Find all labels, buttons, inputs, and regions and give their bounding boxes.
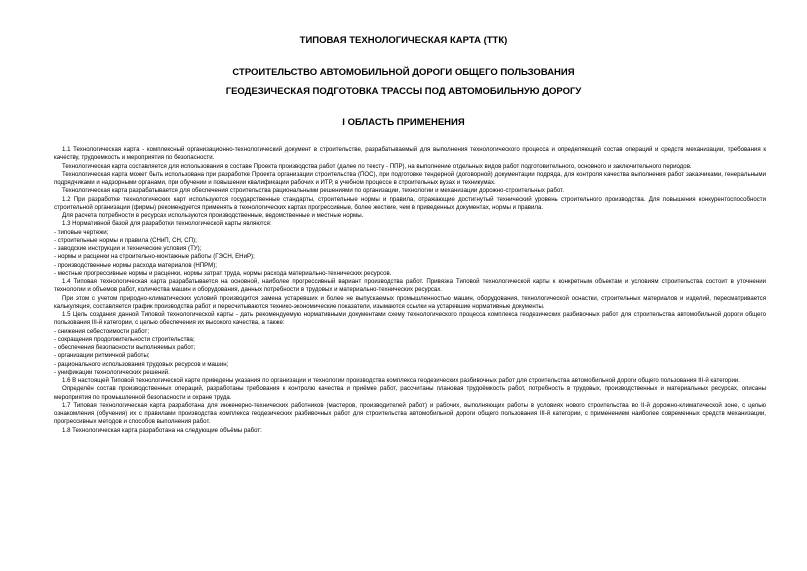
goals-list — [54, 328, 766, 378]
document-subtitle-road: СТРОИТЕЛЬСТВО АВТОМОБИЛЬНОЙ ДОРОГИ ОБЩЕГО ПОЛЬЗОВАНИЯ — [232, 67, 575, 78]
paragraph: 1.8 Технологическая карта разработана на следующие объёмы работ: — [62, 426, 262, 434]
paragraph: 1.3 Нормативной базой для разработки технологической карты являются: — [62, 220, 272, 228]
list-item: - снижения себестоимости работ; — [54, 327, 150, 335]
list-item: - строительные нормы и правила (СНиП, СН, СП); — [54, 236, 197, 244]
document-subtitle-geodesy: ГЕОДЕЗИЧЕСКАЯ ПОДГОТОВКА ТРАССЫ ПОД АВТОМОБИЛЬНУЮ ДОРОГУ — [225, 86, 582, 97]
paragraph: Технологическая карта разрабатывается для обеспечения строительства рациональными решениями по организации, технологии и механизации дорожно-строительных работ. — [62, 187, 564, 195]
list-item: - местные прогрессивные нормы и расценки, нормы затрат труда, нормы расхода материально-технических ресурсов. — [54, 269, 392, 277]
list-item: - рационального использования трудовых ресурсов и машин; — [54, 360, 229, 368]
document-body — [54, 146, 766, 435]
list-item: - организации ритмичной работы; — [54, 352, 150, 360]
list-item: - нормы и расценки на строительно-монтажные работы (ГЭСН, ЕНиР); — [54, 253, 255, 261]
paragraph: Определён состав производственных операций, разработаны требования к контролю качества и приёмке работ, рассчитаны плановая трудоёмкость работ, потребность в трудовых, производственных и материальных ресурсах, описаны мероприятия по промышленной безопасности и охране труда. — [54, 385, 766, 401]
list-item: - сокращения продолжительности строительства; — [54, 335, 195, 343]
paragraph: Технологическая карта составляется для использования в составе Проекта производства работ (далее по тексту - ППР), на выполнение отдельных видов работ подготовительного, основного и заключительного периодов. — [62, 162, 692, 170]
list-item: - обеспечения безопасности выполняемых работ; — [54, 344, 196, 351]
section-heading: I ОБЛАСТЬ ПРИМЕНЕНИЯ — [342, 117, 465, 128]
paragraph: 1.7 Типовая технологическая карта разработана для инженерно-технических работников (мастеров, производителей работ) и рабочих, выполняющих работы в условиях нового строительства во II-й дорожно-климатической зоне, с целью ознакомления (обучения) их с правилами производства комплекса геодезических разбивочных работ для строительства автомобильной дороги общего пользования III-й категории, с применением наиболее современных средств механизации, прогрессивных методов и способов выполнения работ. — [54, 401, 766, 426]
list-item: - заводские инструкции и технические условия (ТУ); — [54, 245, 202, 252]
paragraph: 1.2 При разработке технологических карт используются государственные стандарты, строительные нормы и правила, отражающие достигнутый технический уровень строительного производства. Для повышения конкурентоспособности строительной организации (фирмы) рекомендуется применять в технологических картах прогрессивные, более жесткие, чем в приведенных документах, нормы и правила. — [54, 195, 766, 211]
paragraph: При этом с учетом природно-климатических условий производится замена устаревших и более не выпускаемых промышленностью машин, оборудования, технологической оснастки, строительных материалов и изделий, пересматривается калькуляция, составляется график производства работ и пересчитываются технико-экономические показатели, изымаются ссылки на устаревшие нормативные документы. — [54, 294, 766, 310]
list-item: - производственные нормы расхода материалов (НПРМ); — [54, 261, 217, 269]
paragraph: 1.5 Цель создания данной Типовой технологической карты - дать рекомендуемую нормативными документами схему технологического процесса комплекса геодезических разбивочных работ для строительства автомобильной дороги общего пользования III-й категории, с целью обеспечения их высокого качества, а также: — [54, 311, 766, 327]
paragraph: Для расчета потребности в ресурсах используются производственные, ведомственные и местные нормы. — [62, 212, 364, 219]
list-item: - унификации технологических решений. — [54, 368, 170, 376]
paragraph: 1.1 Технологическая карта - комплексный организационно-технологический документ в строительстве, разрабатываемый для выполнения технологического процесса и определяющий состав операций и средств механизации, требования к качеству, трудоемкость и мероприятия по безопасности. — [54, 146, 766, 162]
paragraph: 1.6 В настоящей Типовой технологической карте приведены указания по организации и технологии производства комплекса геодезических разбивочных работ для строительства автомобильной дороги общего пользования III-й категории. — [62, 377, 740, 384]
document-title: ТИПОВАЯ ТЕХНОЛОГИЧЕСКАЯ КАРТА (ТТК) — [299, 35, 508, 46]
paragraph: Технологическая карта может быть использована при разработке Проекта организации строительства (ПОС), при подготовке тендерной (договорной) документации подряда, для контроля качества выполнения работ заказчиками, генеральными подрядчиками и надзорными органами, при обучении и повышении квалификации рабочих и ИТР, в учебном процессе в строительных вузах и техникумах. — [54, 170, 766, 186]
list-item: - типовые чертежи; — [54, 228, 109, 236]
normative-base-list — [54, 229, 766, 279]
paragraph: 1.4 Типовая технологическая карта разрабатывается на основной, наиболее прогрессивный вариант производства работ. Привязка Типовой технологической карты к конкретным объектам и условиям строительства состоит в уточнении технологии и объемов работ, количества машин и оборудования, данных потребности в трудовых и материально-технических ресурсах. — [54, 278, 766, 294]
